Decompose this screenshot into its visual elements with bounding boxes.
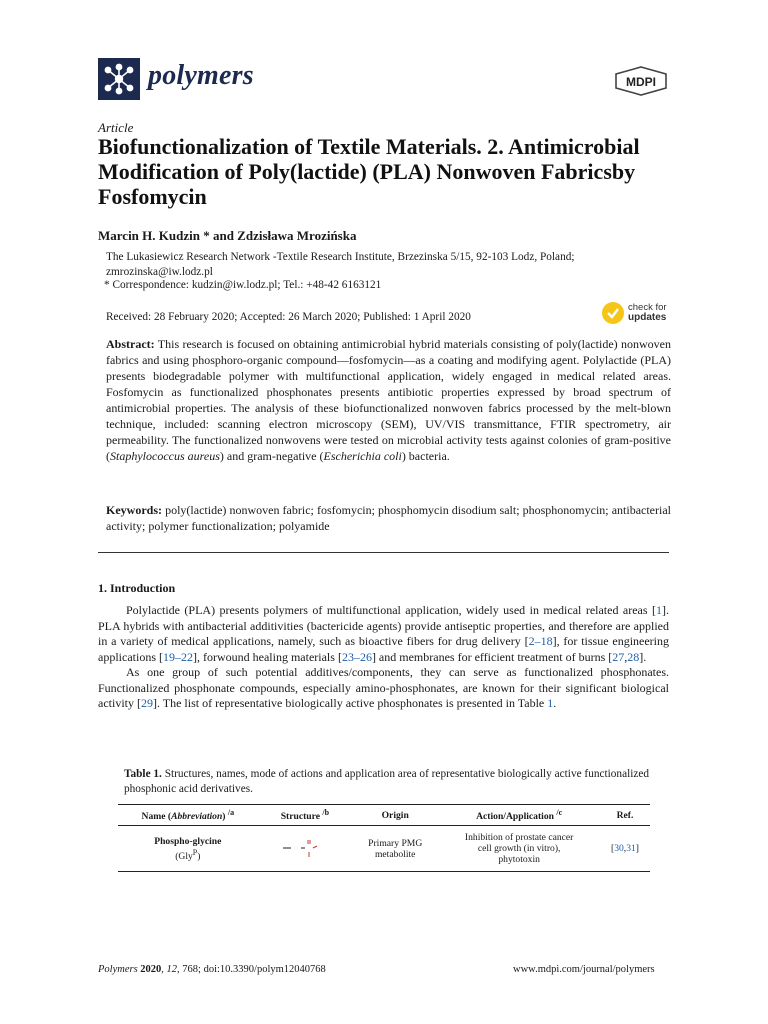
section-heading: 1. Introduction: [98, 581, 176, 595]
cell-action: Inhibition of prostate cancer cell growth (in vitro), phytotoxin: [438, 826, 600, 872]
table-caption: Table 1. Structures, names, mode of actions and application area of representative biologically active functionalized phosphonic acid derivatives.: [124, 768, 650, 795]
citation-link[interactable]: 23–26: [341, 649, 372, 664]
correspondence: * Correspondence: kudzin@iw.lodz.pl; Tel.: +48-42 6163121: [104, 279, 382, 291]
footer-citation: Polymers 2020, 12, 768; doi:10.3390/polym12040768: [98, 964, 326, 975]
author-list: Marcin H. Kudzin * and Zdzisława Mrozińska: [98, 228, 357, 243]
citation-link[interactable]: 2–18: [528, 634, 553, 648]
citation-link[interactable]: 19–22: [162, 649, 193, 664]
paper-title: Biofunctionalization of Textile Materials. 2. Antimicrobial Modification of Poly(lactide) (PLA) Nonwoven Fabricsby Fosfomycin: [98, 134, 640, 209]
journal-name: polymers: [148, 60, 254, 91]
check-updates-icon: [602, 302, 624, 324]
chemical-structure-icon: [275, 834, 335, 860]
col-header-name: Name (Abbreviation) $^{/a}$: [118, 805, 258, 826]
col-header-origin: Origin: [352, 805, 438, 826]
publication-dates: Received: 28 February 2020; Accepted: 26 March 2020; Published: 1 April 2020: [106, 311, 471, 323]
affiliation: The Lukasiewicz Research Network -Textile Research Institute, Brzezinska 5/15, 92-103 Lodz, Poland; zmrozinska@iw.lodz.pl: [106, 251, 575, 278]
phosphonates-table: [118, 804, 650, 872]
citation-link[interactable]: 29: [140, 696, 153, 710]
cell-ref: [30,31]: [600, 826, 650, 872]
cell-origin: Primary PMG metabolite: [352, 826, 438, 872]
col-header-action: Action/Application $^{/c}$: [438, 805, 600, 826]
citation-link[interactable]: 28: [627, 649, 640, 664]
footer-journal-url[interactable]: www.mdpi.com/journal/polymers: [513, 964, 655, 975]
abstract: Abstract: This research is focused on obtaining antimicrobial hybrid materials consisting of poly(lactide) nonwoven fabrics and using phosphoro-organic compound—fosfomycin—as a coating and modifying agent. Polylactide (PLA) presents biodegradable polymer with multifunctional application, widely engaged in medical related areas. Fosfomycin as functionalized phosphonates presents antibiotic properties expressed by broad spectrum of antimicrobial properties. The analysis of these biofunctionalized nonwoven fabrics processed by the melt-blown technique, included: scanning electron microscopy (SEM), UV/VIS transmittance, FTIR spectrometry, air permeability. The functionalized nonwovens were tested on microbial activity tests against colonies of gram-positive (Staphylococcus aureus) and gram-negative (Escherichia coli) bacteria.: [106, 337, 671, 463]
check-for-updates-badge[interactable]: [602, 302, 672, 326]
col-header-ref: Ref.: [600, 805, 650, 826]
citation-link[interactable]: 1: [656, 603, 662, 617]
article-type-label: Article: [98, 120, 134, 135]
table-link[interactable]: 1: [547, 696, 554, 710]
cell-structure: [258, 826, 352, 872]
introduction-body: [98, 603, 669, 712]
check-updates-text: check for updates: [628, 302, 667, 323]
abstract-label: Abstract:: [106, 337, 155, 351]
keywords-label: Keywords:: [106, 503, 162, 517]
table-row: [118, 826, 650, 872]
section-divider: [98, 552, 669, 553]
intro-paragraph: As one group of such potential additives/components, they can serve as functionalized phosphonates. Functionalized phosphonate compounds, especially amino-phosphonates, are known for their significant biological activity [29]. The list of representative biologically active phosphonates is presented in Table 1.: [98, 665, 669, 710]
mdpi-logo: [614, 66, 668, 96]
citation-link[interactable]: 31: [626, 843, 636, 855]
citation-link[interactable]: 30: [614, 843, 624, 855]
keywords: Keywords: poly(lactide) nonwoven fabric; fosfomycin; phosphomycin disodium salt; phosphonomycin; antibacterial activity; polymer functionalization; polyamide: [106, 503, 671, 533]
intro-paragraph: Polylactide (PLA) presents polymers of multifunctional application, widely used in medical related areas [1]. PLA hybrids with antibacterial additivities (bactericide agents) provide antiseptic properties, and therefore are applied in a variety of medical applications, namely, such as bioactive fibers for drug delivery [2–18], for tissue engineering applications [19–22], forwound healing materials [23–26] and membranes for efficient treatment of burns [27,28].: [98, 603, 670, 664]
cell-name: Phospho-glycine (Gly$^P$): [118, 826, 258, 872]
citation-link[interactable]: 27: [612, 649, 625, 664]
journal-logo-icon: [98, 58, 140, 100]
mdpi-logo-text: MDPI: [626, 75, 656, 89]
col-header-structure: Structure $^{/b}$: [258, 805, 352, 826]
